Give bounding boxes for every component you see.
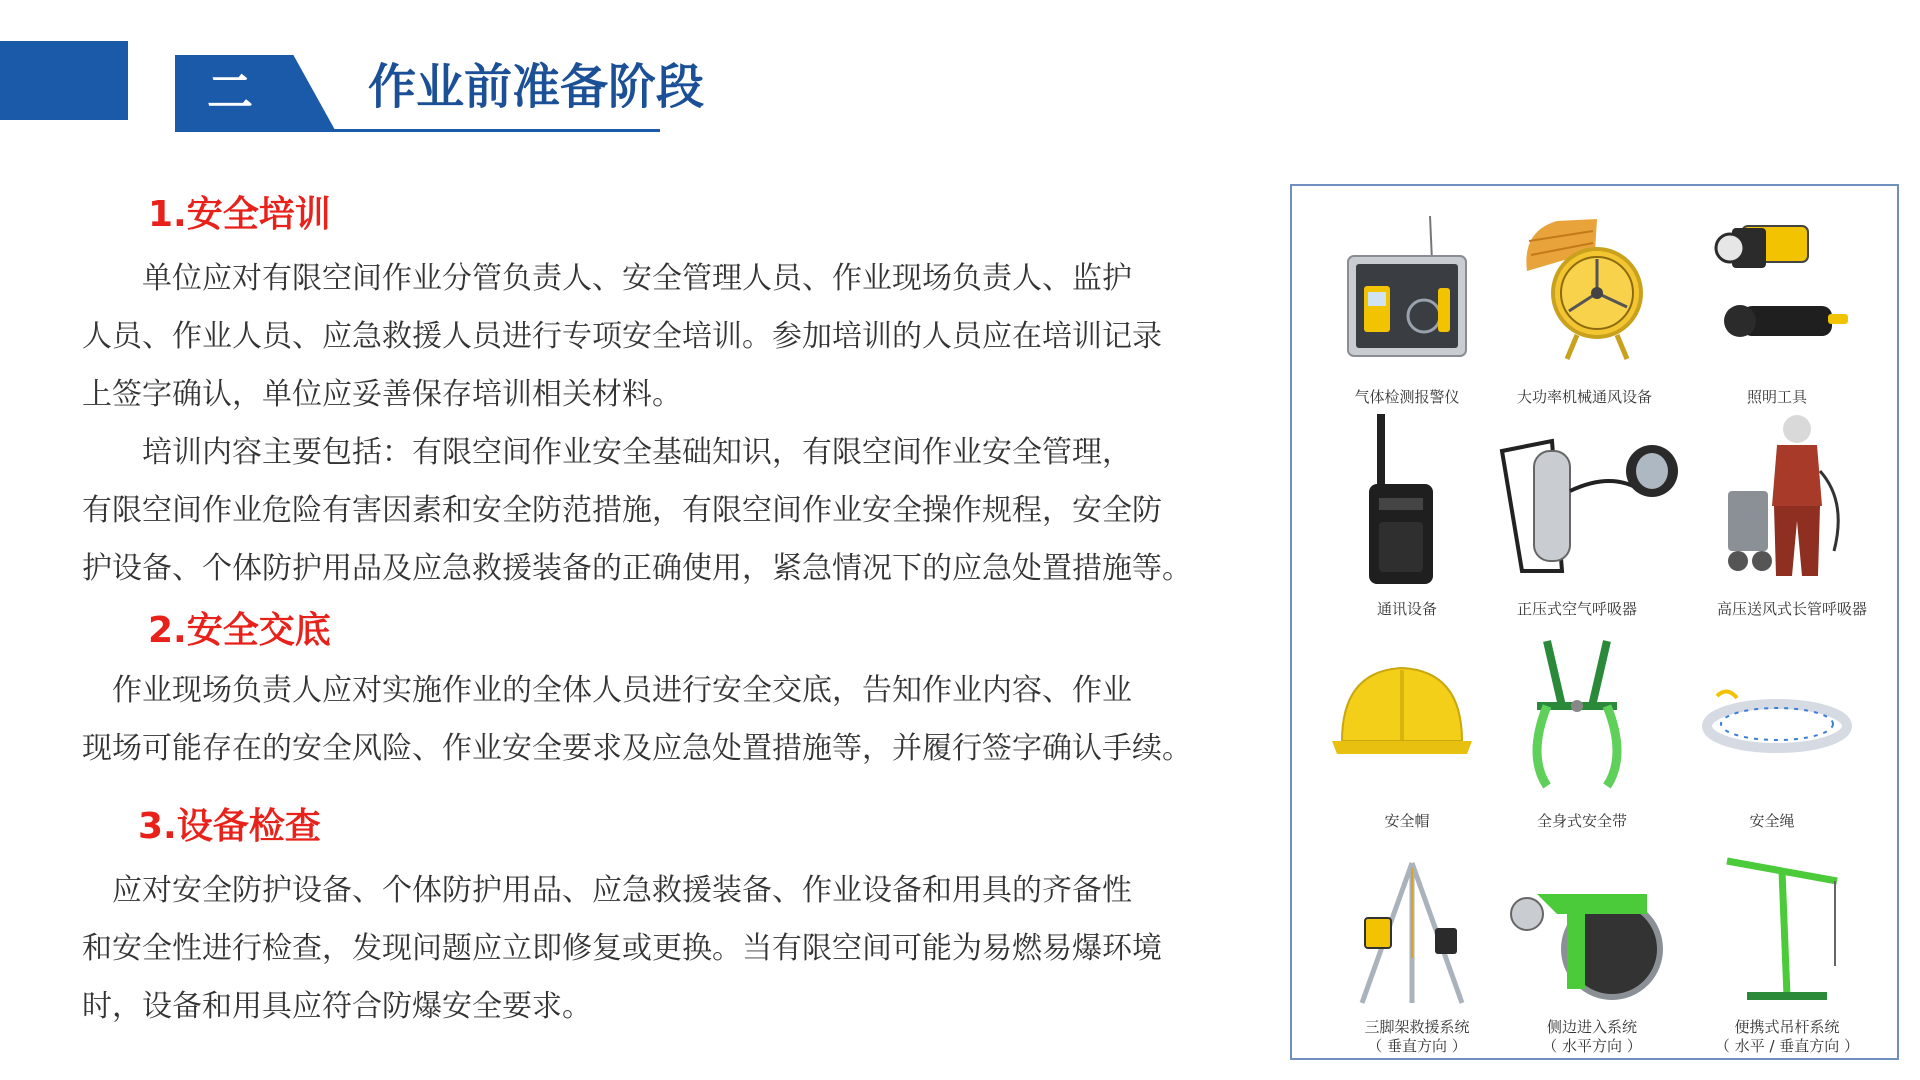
label-text: 气体检测报警仪: [1354, 388, 1460, 406]
label-text: 通讯设备: [1376, 600, 1437, 618]
safety-rope-image: [1697, 676, 1857, 766]
paragraph-training-2: [82, 424, 1262, 598]
equipment-label-air-supply-respirator: [1692, 600, 1892, 619]
text-line: 护设备、个体防护用品及应急救援装备的正确使用，紧急情况下的应急处置措施等。: [82, 551, 1192, 586]
equipment-label-side-entry: [1517, 1018, 1667, 1056]
equipment-panel: [1290, 184, 1899, 1060]
lighting-tools-image: [1702, 216, 1862, 366]
label-text: 照明工具: [1746, 388, 1807, 406]
text-line: 作业现场负责人应对实施作业的全体人员进行安全交底，告知作业内容、作业: [82, 673, 1132, 708]
label-text: 便携式吊杆系统: [1734, 1018, 1840, 1036]
full-body-harness-image: [1517, 636, 1637, 796]
safety-helmet-image: [1327, 656, 1477, 776]
label-subtext: （ 水平 / 垂直方向 ）: [1714, 1037, 1860, 1055]
page-title: 作业前准备阶段: [368, 59, 705, 115]
section-number: 二: [207, 65, 253, 119]
air-supply-respirator-image: [1722, 411, 1852, 586]
text-line: 和安全性进行检查，发现问题应立即修复或更换。当有限空间可能为易燃易爆环境: [82, 931, 1162, 966]
title-underline: [175, 129, 660, 132]
ventilation-fan-image: [1517, 211, 1647, 361]
paragraph-briefing: [82, 662, 1262, 778]
text-line: 现场可能存在的安全风险、作业安全要求及应急处置措施等，并履行签字确认手续。: [82, 731, 1192, 766]
side-entry-system-image: [1497, 864, 1677, 1004]
corner-decoration: [0, 41, 128, 120]
equipment-label-rope: [1707, 812, 1837, 831]
equipment-label-tripod: [1342, 1018, 1492, 1056]
gas-detector-image: [1342, 216, 1472, 366]
text-line: 有限空间作业危险有害因素和安全防范措施，有限空间作业安全操作规程，安全防: [82, 493, 1162, 528]
paragraph-inspection: [82, 862, 1262, 1036]
equipment-label-harness: [1512, 812, 1652, 831]
radio-image: [1357, 414, 1457, 584]
label-text: 三脚架救援系统: [1364, 1018, 1470, 1036]
text-line: 应对安全防护设备、个体防护用品、应急救援装备、作业设备和用具的齐备性: [82, 873, 1132, 908]
tripod-rescue-system-image: [1347, 858, 1477, 1008]
text-line: 上签字确认，单位应妥善保存培训相关材料。: [82, 377, 682, 412]
equipment-label-radio: [1342, 600, 1472, 619]
label-text: 全身式安全带: [1536, 812, 1627, 830]
text-line: 时，设备和用具应符合防爆安全要求。: [82, 989, 592, 1024]
equipment-label-breathing-apparatus: [1492, 600, 1662, 619]
section-heading-inspection: 3.设备检查: [138, 806, 321, 847]
text-line: 培训内容主要包括：有限空间作业安全基础知识，有限空间作业安全管理，: [82, 435, 1132, 470]
label-text: 高压送风式长管呼吸器: [1716, 600, 1867, 618]
paragraph-training-1: [82, 250, 1262, 424]
equipment-label-helmet: [1342, 812, 1472, 831]
section-heading-training: 1.安全培训: [148, 194, 331, 235]
section-heading-briefing: 2.安全交底: [148, 610, 331, 651]
label-subtext: （ 水平方向 ）: [1542, 1037, 1642, 1055]
breathing-apparatus-image: [1492, 431, 1692, 581]
label-text: 侧边进入系统: [1546, 1018, 1637, 1036]
label-text: 大功率机械通风设备: [1517, 388, 1653, 406]
label-subtext: （ 垂直方向 ）: [1367, 1037, 1467, 1055]
equipment-label-davit: [1702, 1018, 1872, 1056]
equipment-label-lighting: [1712, 388, 1842, 407]
label-text: 正压式空气呼吸器: [1516, 600, 1637, 618]
portable-davit-system-image: [1707, 846, 1857, 1006]
label-text: 安全帽: [1384, 812, 1430, 830]
equipment-label-fan: [1517, 388, 1653, 407]
label-text: 安全绳: [1749, 812, 1795, 830]
equipment-label-gas-detector: [1342, 388, 1472, 407]
text-line: 人员、作业人员、应急救援人员进行专项安全培训。参加培训的人员应在培训记录: [82, 319, 1162, 354]
text-line: 单位应对有限空间作业分管负责人、安全管理人员、作业现场负责人、监护: [82, 261, 1132, 296]
